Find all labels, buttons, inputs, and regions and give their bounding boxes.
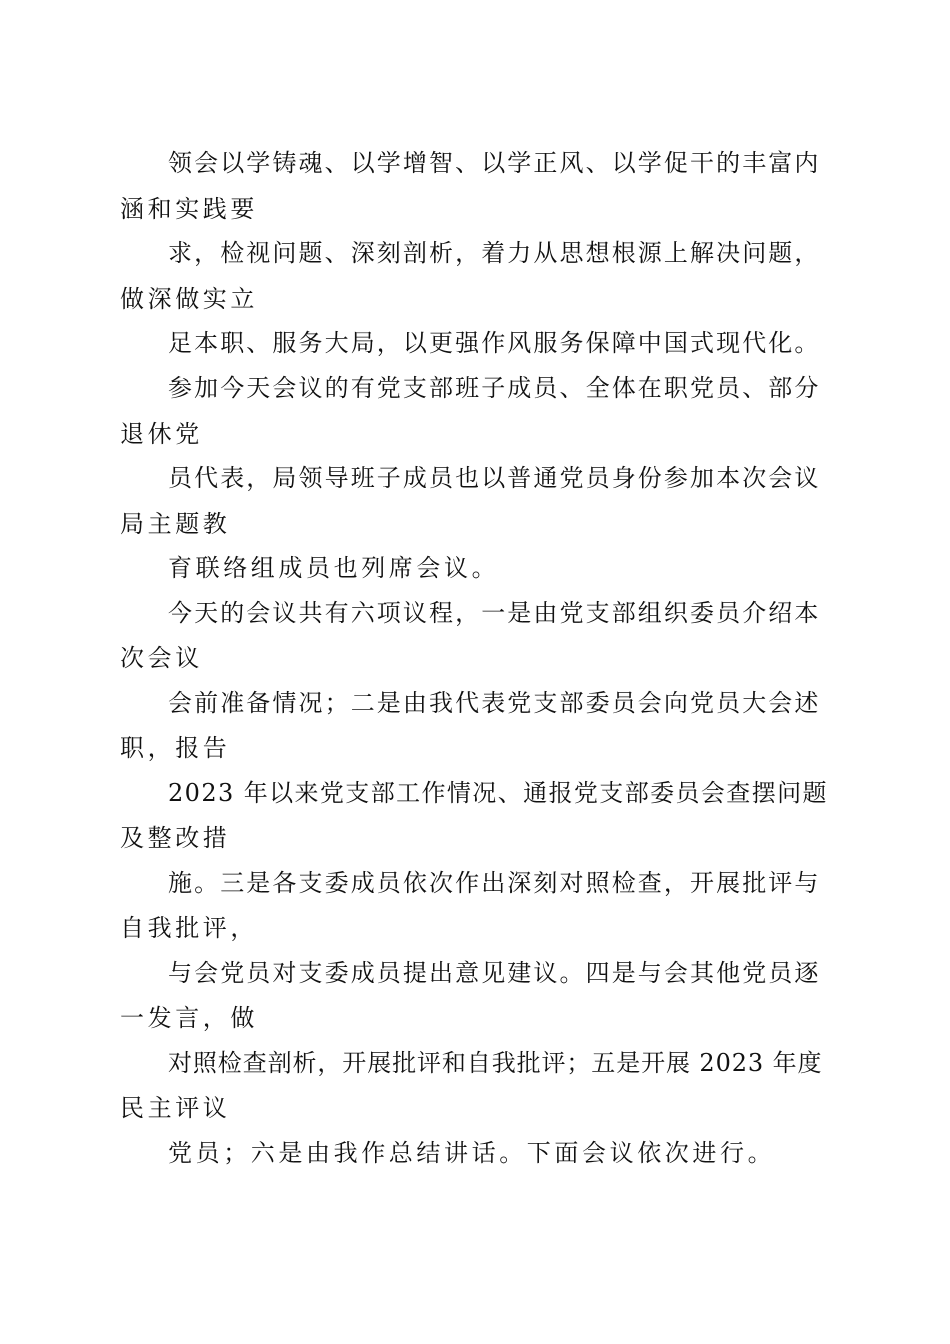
text-line: 及整改措	[120, 824, 231, 852]
text-line: 自我批评，	[120, 914, 258, 942]
text-line: 2023 年以来党支部工作情况、通报党支部委员会查摆问题	[168, 779, 828, 807]
text-line: 求，检视问题、深刻剖析，着力从思想根源上解决问题，	[168, 239, 821, 267]
text-line: 次会议	[120, 644, 203, 672]
text-line: 参加今天会议的有党支部班子成员、全体在职党员、部分	[168, 374, 821, 402]
text-line: 施。三是各支委成员依次作出深刻对照检查，开展批评与	[168, 869, 821, 897]
text-line: 做深做实立	[120, 285, 258, 313]
text-line: 党员；六是由我作总结讲话。下面会议依次进行。	[168, 1139, 776, 1167]
text-line: 员代表，局领导班子成员也以普通党员身份参加本次会议	[168, 464, 821, 492]
text-line: 一发言，做	[120, 1004, 258, 1032]
text-line: 足本职、服务大局，以更强作风服务保障中国式现代化。	[168, 329, 821, 357]
text-line: 局主题教	[120, 510, 231, 538]
text-line: 职，报告	[120, 734, 231, 762]
text-line: 育联络组成员也列席会议。	[168, 554, 500, 582]
text-line: 今天的会议共有六项议程，一是由党支部组织委员介绍本	[168, 599, 821, 627]
text-line: 与会党员对支委成员提出意见建议。四是与会其他党员逐	[168, 959, 821, 987]
text-line: 涵和实践要	[120, 195, 258, 223]
text-line: 退休党	[120, 420, 203, 448]
text-line: 对照检查剖析，开展批评和自我批评；五是开展 2023 年度	[168, 1049, 823, 1077]
text-line: 民主评议	[120, 1094, 231, 1122]
text-line: 领会以学铸魂、以学增智、以学正风、以学促干的丰富内	[168, 149, 821, 177]
text-line: 会前准备情况；二是由我代表党支部委员会向党员大会述	[168, 689, 821, 717]
